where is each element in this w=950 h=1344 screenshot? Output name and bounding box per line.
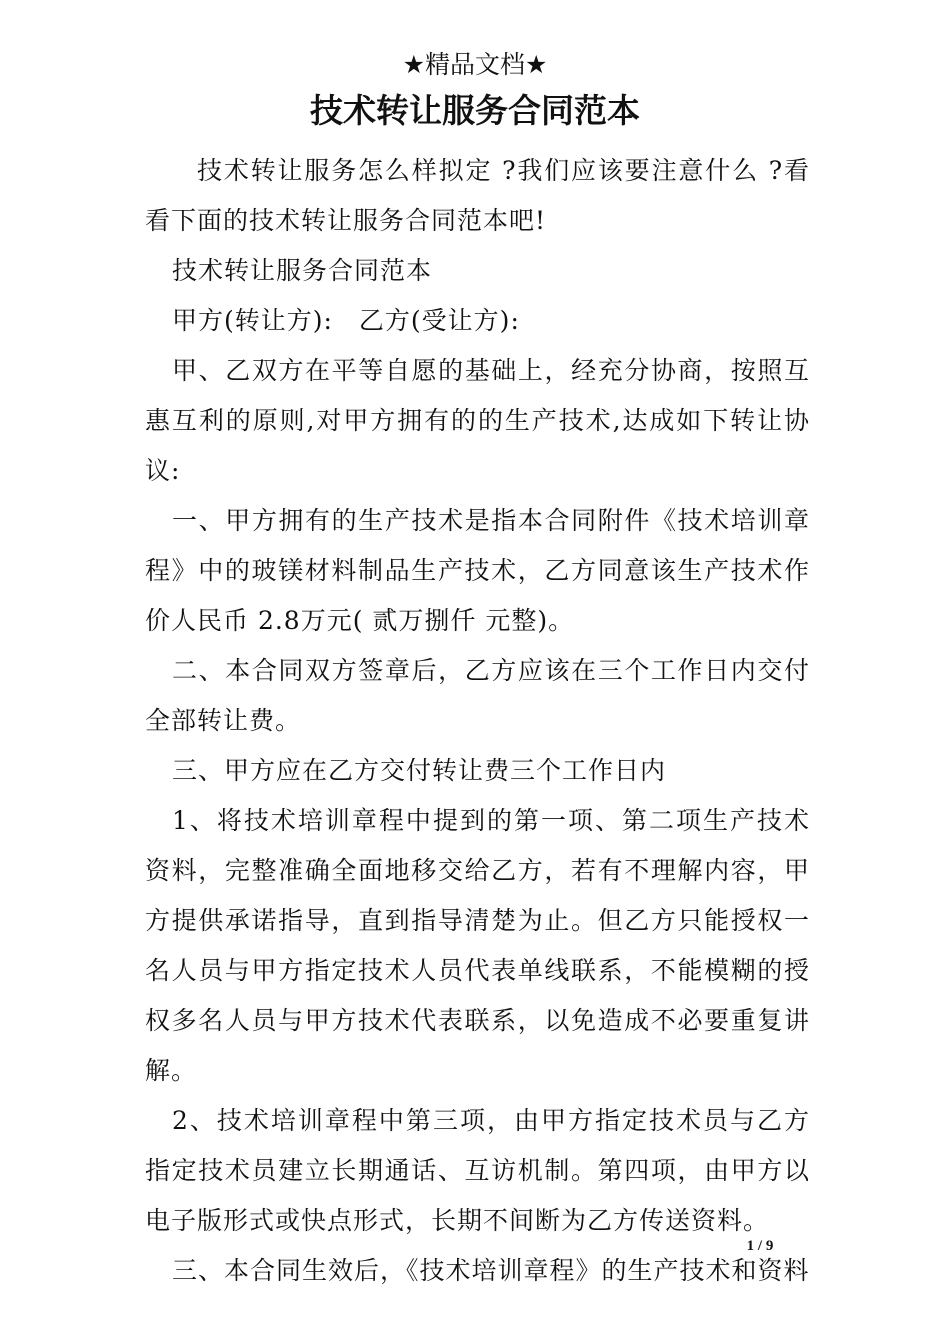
paragraph-clause-2: 二、本合同双方签章后，乙方应该在三个工作日内交付全部转让费。	[145, 656, 810, 735]
paragraph-intro: 技术转让服务怎么样拟定 ?我们应该要注意什么 ?看看下面的技术转让服务合同范本吧!	[145, 156, 810, 235]
header-banner: ★精品文档★	[402, 50, 548, 79]
page-number: 1 / 9	[746, 1238, 774, 1254]
paragraph-clause-3-item-1: 1、将技术培训章程中提到的第一项、第二项生产技术资料，完整准确全面地移交给乙方，若有不理解内容，甲方提供承诺指导，直到指导清楚为止。但乙方只能授权一名人员与甲方指定技术人员代表单线联系，不能模糊的授权多名人员与甲方技术代表联系，以免造成不必要重复讲解。	[145, 806, 810, 1085]
document-title: 技术转让服务合同范本	[310, 91, 640, 130]
document-body	[145, 146, 810, 1296]
paragraph-preamble: 甲、乙双方在平等自愿的基础上，经充分协商，按照互惠互利的原则,对甲方拥有的的生产技术,达成如下转让协议:	[145, 356, 810, 485]
paragraph-subtitle: 技术转让服务合同范本	[172, 256, 433, 285]
paragraph-clause-3b: 三、本合同生效后，《技术培训章程》的生产技术和资料	[172, 1256, 810, 1285]
paragraph-clause-3-item-2: 2、技术培训章程中第三项，由甲方指定技术员与乙方指定技术员建立长期通话、互访机制。第四项，由甲方以电子版形式或快点形式，长期不间断为乙方传送资料。	[145, 1106, 810, 1235]
paragraph-clause-1: 一、甲方拥有的生产技术是指本合同附件《技术培训章程》中的玻镁材料制品生产技术，乙方同意该生产技术作价人民币 2.8万元( 贰万捌仟 元整)。	[145, 506, 810, 635]
paragraph-clause-3: 三、甲方应在乙方交付转让费三个工作日内	[172, 756, 667, 785]
paragraph-parties: 甲方(转让方): 乙方(受让方):	[172, 306, 520, 335]
